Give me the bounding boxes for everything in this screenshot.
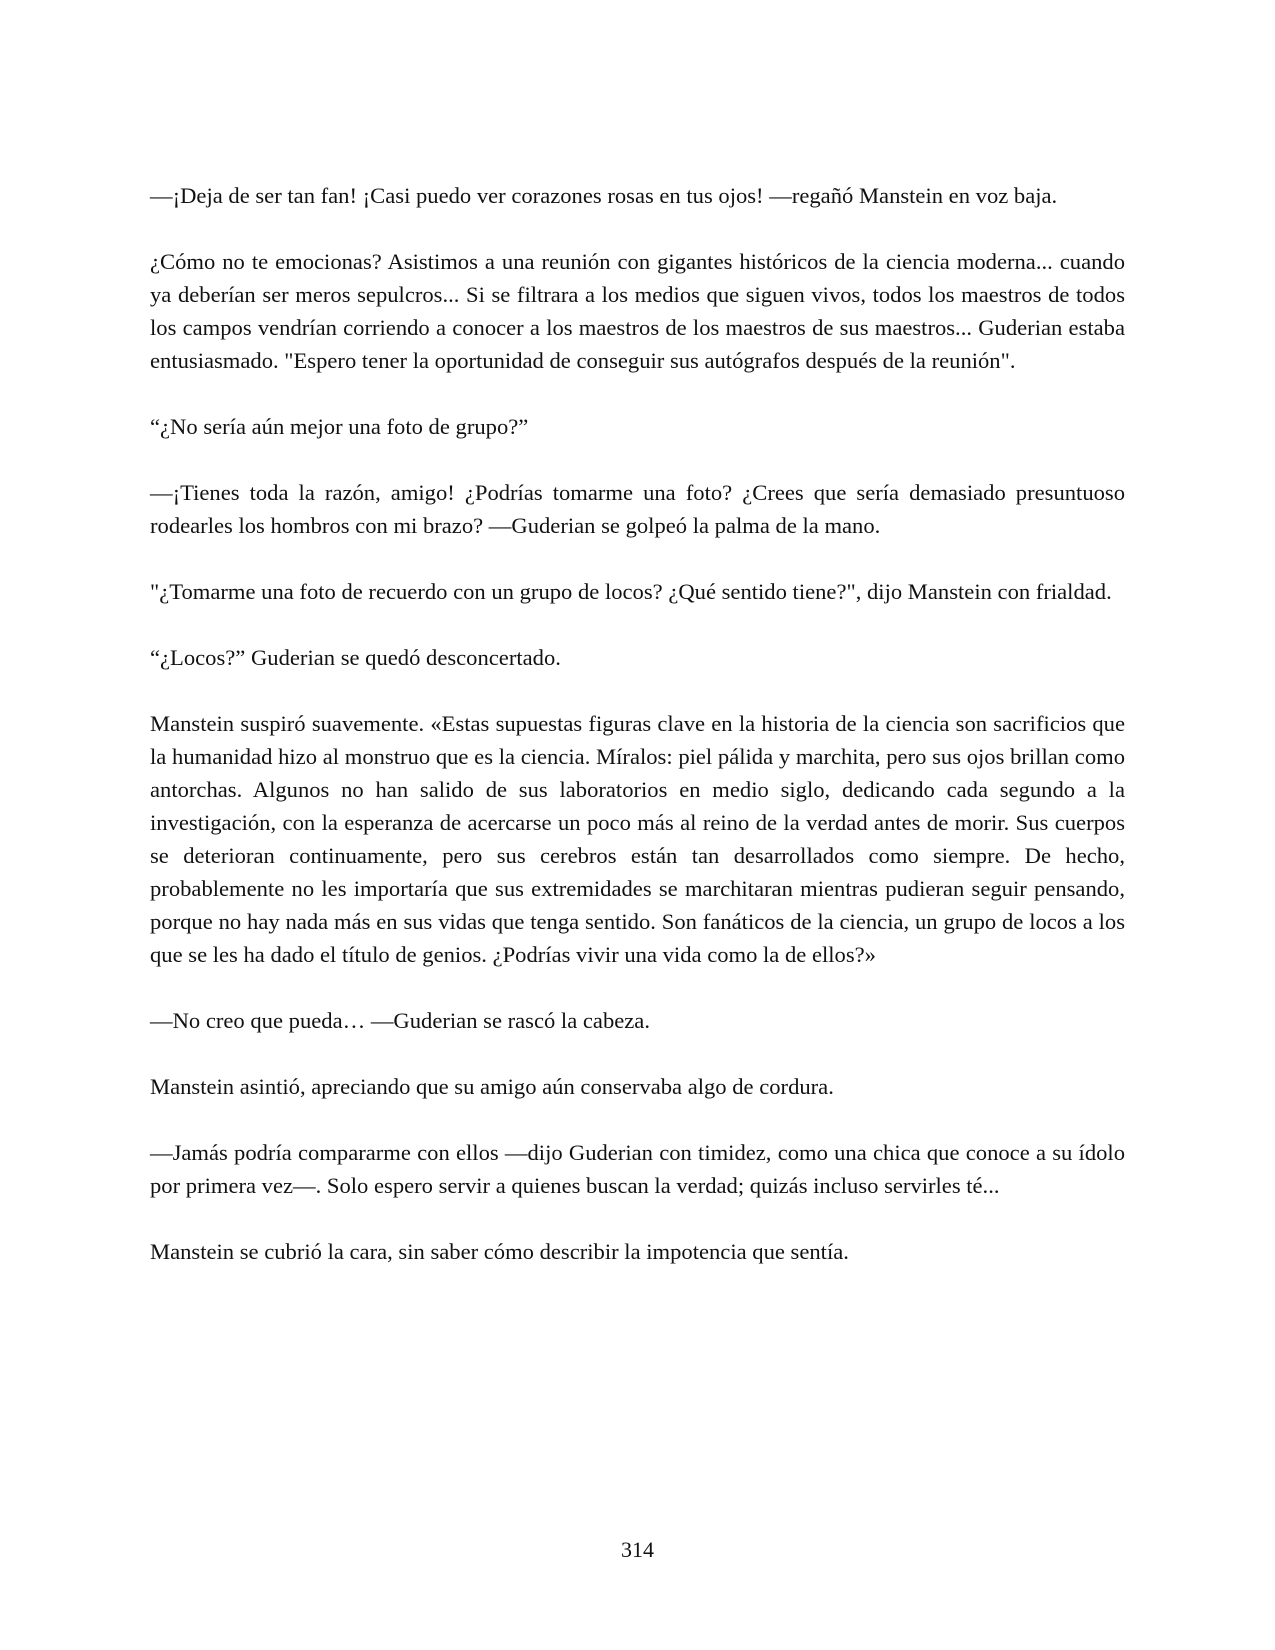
paragraph: —Jamás podría compararme con ellos —dijo Guderian con timidez, como una chica que conoce a su ídolo por primera vez—. Solo espero servir a quienes buscan la verdad; quizás incluso servirles té... bbox=[150, 1140, 1125, 1198]
paragraph: “¿No sería aún mejor una foto de grupo?” bbox=[150, 414, 529, 439]
paragraph: Manstein suspiró suavemente. «Estas supuestas figuras clave en la historia de la ciencia son sacrificios que la humanidad hizo al monstruo que es la ciencia. Míralos: piel pálida y marchita, pero sus ojos brillan como antorchas. Algunos no han salido de sus laboratorios en medio siglo, dedicando cada segundo a la investigación, con la esperanza de acercarse un poco más al reino de la verdad antes de morir. Sus cuerpos se deterioran continuamente, pero sus cerebros están tan desarrollados como siempre. De hecho, probablemente no les importaría que sus extremidades se marchitaran mientras pudieran seguir pensando, porque no hay nada más en sus vidas que tenga sentido. Son fanáticos de la ciencia, un grupo de locos a los que se les ha dado el título de genios. ¿Podrías vivir una vida como la de ellos?» bbox=[150, 711, 1125, 967]
paragraph: —¡Deja de ser tan fan! ¡Casi puedo ver corazones rosas en tus ojos! —regañó Manstein en voz baja. bbox=[150, 183, 1058, 208]
paragraph: Manstein se cubrió la cara, sin saber cómo describir la impotencia que sentía. bbox=[150, 1239, 849, 1264]
page-number: 314 bbox=[621, 1537, 654, 1562]
paragraph: —No creo que pueda… —Guderian se rascó la cabeza. bbox=[150, 1008, 650, 1033]
page-body bbox=[150, 179, 1125, 1301]
paragraph: "¿Tomarme una foto de recuerdo con un grupo de locos? ¿Qué sentido tiene?", dijo Manstein con frialdad. bbox=[150, 579, 1112, 604]
paragraph: —¡Tienes toda la razón, amigo! ¿Podrías tomarme una foto? ¿Crees que sería demasiado presuntuoso rodearles los hombros con mi brazo? —Guderian se golpeó la palma de la mano. bbox=[150, 480, 1125, 538]
paragraph: Manstein asintió, apreciando que su amigo aún conservaba algo de cordura. bbox=[150, 1074, 834, 1099]
paragraph: “¿Locos?” Guderian se quedó desconcertado. bbox=[150, 645, 561, 670]
paragraph: ¿Cómo no te emocionas? Asistimos a una reunión con gigantes históricos de la ciencia moderna... cuando ya deberían ser meros sepulcros... Si se filtrara a los medios que siguen vivos, todos los maestros de todos los campos vendrían corriendo a conocer a los maestros de los maestros de sus maestros... Guderian estaba entusiasmado. "Espero tener la oportunidad de conseguir sus autógrafos después de la reunión". bbox=[150, 249, 1125, 373]
